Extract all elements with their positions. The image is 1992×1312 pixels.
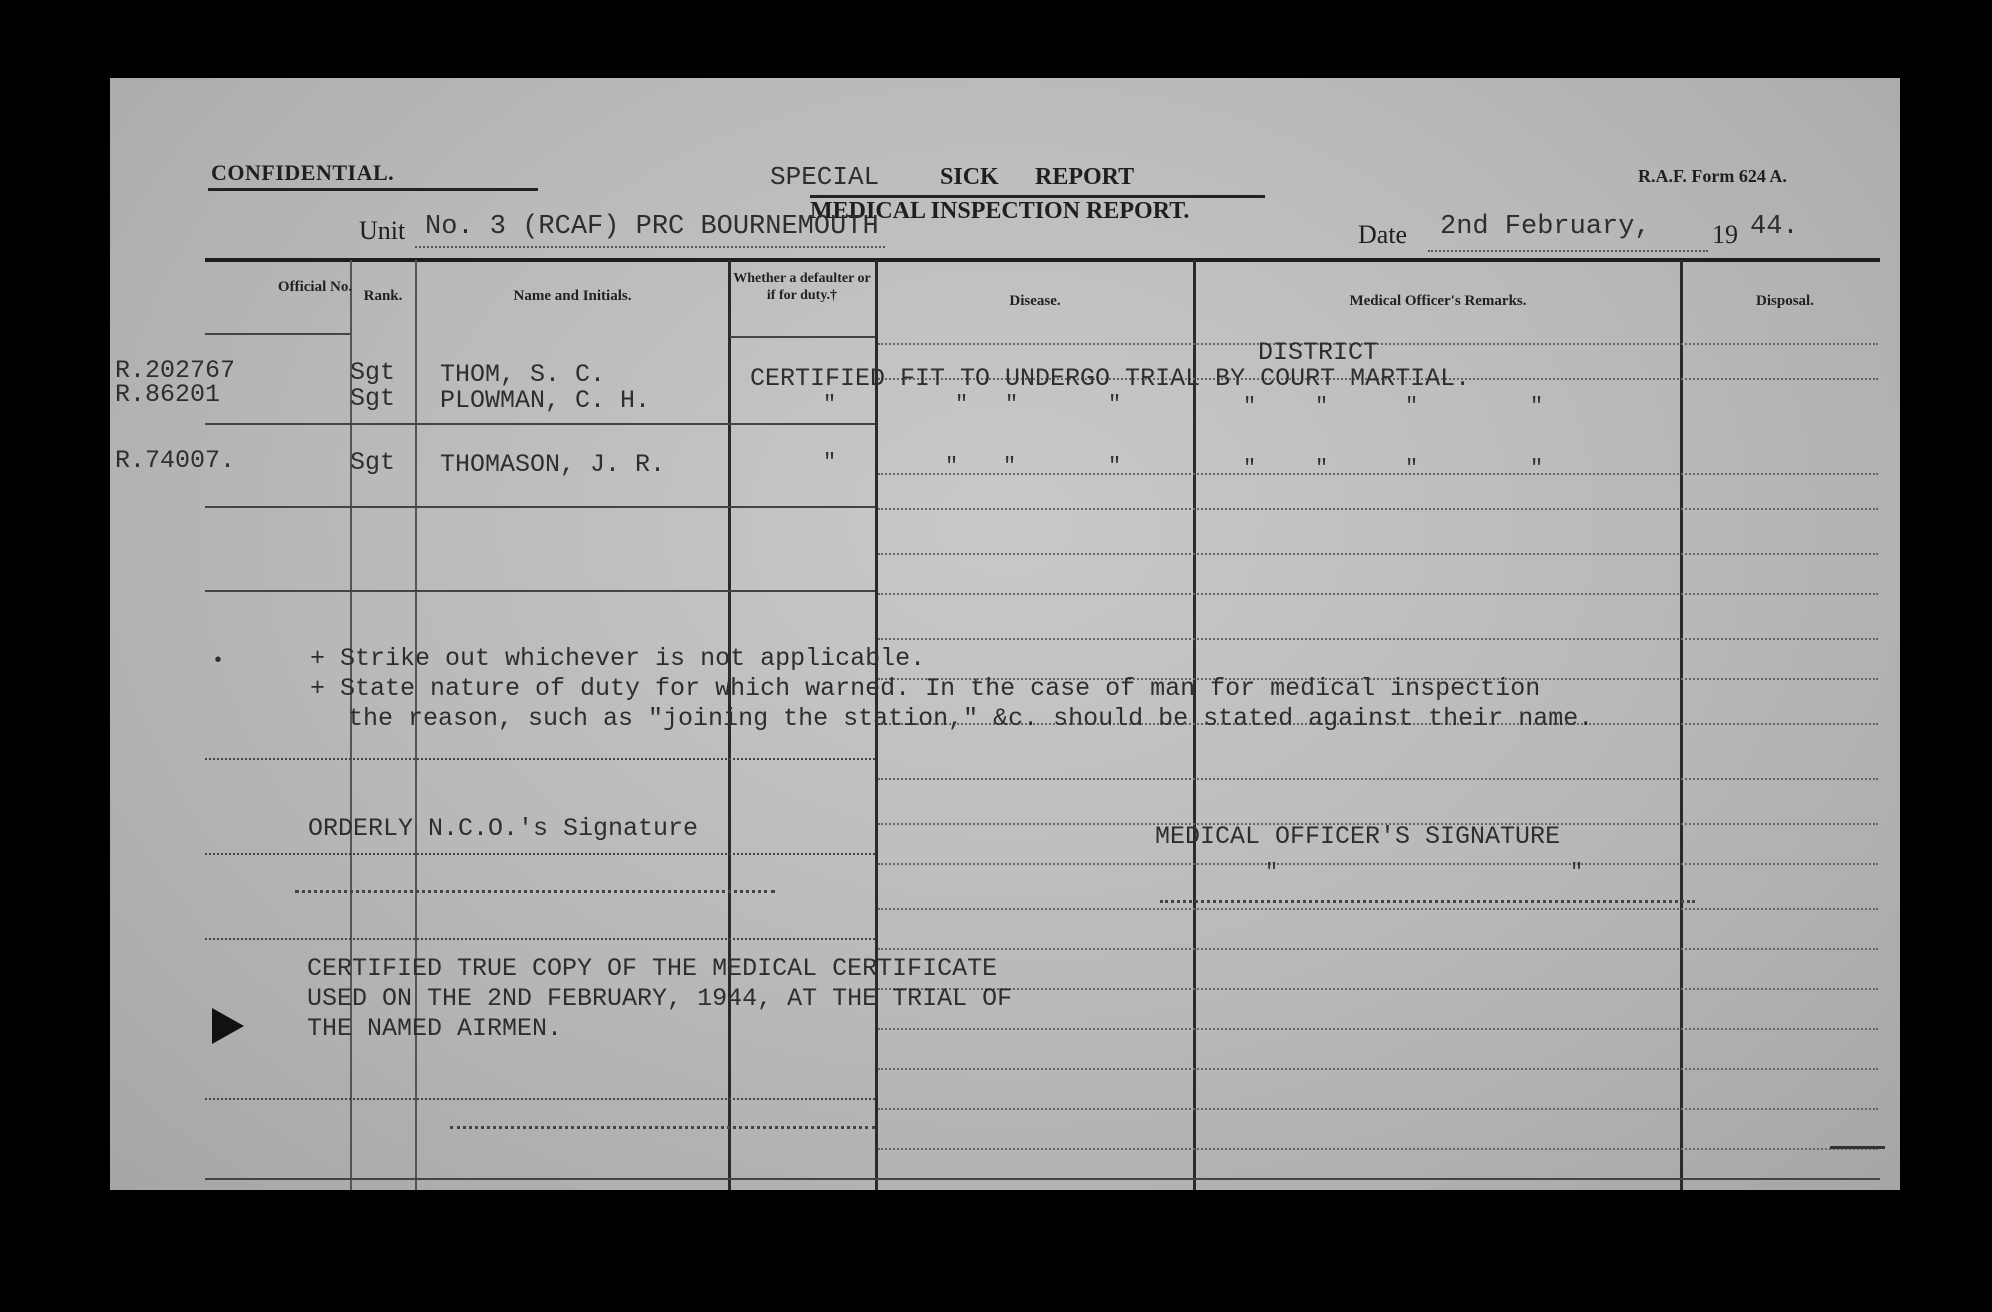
ruling-16 xyxy=(878,1028,1878,1030)
header-rank: Rank. xyxy=(363,288,403,304)
certified-copy-signature-line xyxy=(450,1126,875,1129)
header-disposal: Disposal. xyxy=(1756,293,1814,309)
confidential-label: CONFIDENTIAL. xyxy=(211,160,395,185)
certified-text: CERTIFIED FIT TO UNDERGO TRIAL BY COURT MARTIAL. xyxy=(750,364,1471,393)
ruling-13 xyxy=(878,908,1878,910)
edge-dash xyxy=(1830,1146,1885,1149)
date-underline xyxy=(1428,250,1708,252)
title-special: SPECIAL xyxy=(770,162,880,192)
row-1-official-no: R.202767 xyxy=(115,356,236,385)
subtitle: MEDICAL INSPECTION REPORT. xyxy=(810,198,1190,224)
punch-mark-icon xyxy=(212,1008,244,1044)
ditto-r3-4: " xyxy=(1108,454,1122,479)
ditto-sig-2: " xyxy=(1570,860,1584,885)
ruling-4 xyxy=(878,508,1878,510)
ruling-7 xyxy=(878,638,1878,640)
row-2-rank: Sgt xyxy=(350,384,396,413)
form-number: R.A.F. Form 624 A. xyxy=(1638,166,1787,186)
orderly-signature-label: ORDERLY N.C.O.'s Signature xyxy=(308,814,699,843)
row-1-name: THOM, S. C. xyxy=(440,360,606,389)
row-rule-1 xyxy=(205,423,875,425)
row-rule-4 xyxy=(205,758,875,760)
date-label: Date xyxy=(1358,220,1408,249)
ruling-12 xyxy=(878,863,1878,865)
ditto-r3-3: " xyxy=(1003,454,1017,479)
row-rule-2 xyxy=(205,506,875,508)
ditto-r2-7: " xyxy=(1405,394,1419,419)
table-top-rule xyxy=(205,258,1880,262)
footnote-line-1: + Strike out whichever is not applicable. xyxy=(310,644,926,673)
header-disease: Disease. xyxy=(1009,293,1061,309)
certified-copy-line-2: USED ON THE 2ND FEBRUARY, 1944, AT THE TRIAL OF xyxy=(307,984,1013,1013)
ruling-5 xyxy=(878,553,1878,555)
header-official-no: Official No. xyxy=(277,279,353,295)
ditto-r3-1: " xyxy=(823,450,837,475)
district-text: DISTRICT xyxy=(1258,338,1379,367)
ditto-r3-5: " xyxy=(1243,456,1257,481)
row-2-name: PLOWMAN, C. H. xyxy=(440,386,651,415)
footnote-line-3: the reason, such as "joining the station," &c. should be stated against their name. xyxy=(348,704,1594,733)
unit-label: Unit xyxy=(359,216,406,245)
row-rule-7 xyxy=(205,1098,875,1100)
header-name: Name and Initials. xyxy=(513,288,632,304)
report-card xyxy=(110,78,1900,1190)
row-3-rank: Sgt xyxy=(350,448,396,477)
certified-copy-line-3: THE NAMED AIRMEN. xyxy=(307,1014,563,1043)
unit-value: No. 3 (RCAF) PRC BOURNEMOUTH xyxy=(425,212,879,242)
ditto-r2-1: " xyxy=(823,392,837,417)
year-value: 44. xyxy=(1750,212,1799,242)
ditto-r3-7: " xyxy=(1405,456,1419,481)
medical-signature-label: MEDICAL OFFICER'S SIGNATURE xyxy=(1155,822,1561,851)
year-prefix: 19 xyxy=(1712,220,1738,249)
medical-signature-line xyxy=(1160,900,1695,903)
row-rule-6 xyxy=(205,938,875,940)
ruling-3 xyxy=(878,473,1878,475)
header-remarks: Medical Officer's Remarks. xyxy=(1349,293,1527,309)
ditto-r2-8: " xyxy=(1530,394,1544,419)
ditto-sig-1: " xyxy=(1265,860,1279,885)
ruling-18 xyxy=(878,1108,1878,1110)
header-rule-left xyxy=(205,333,350,335)
ditto-r2-2: " xyxy=(955,392,969,417)
ruling-14 xyxy=(878,948,1878,950)
ruling-15 xyxy=(878,988,1878,990)
ditto-r3-8: " xyxy=(1530,456,1544,481)
title-report: REPORT xyxy=(1035,164,1135,190)
col-line-6 xyxy=(1680,260,1683,1190)
ditto-r2-3: " xyxy=(1005,392,1019,417)
row-3-name: THOMASON, J. R. xyxy=(440,450,666,479)
confidential-underline xyxy=(208,188,538,191)
row-1-rank: Sgt xyxy=(350,358,396,387)
ruling-17 xyxy=(878,1068,1878,1070)
ditto-r3-6: " xyxy=(1315,456,1329,481)
row-rule-5 xyxy=(205,853,875,855)
ditto-r3-2: " xyxy=(945,454,959,479)
ditto-r2-6: " xyxy=(1315,394,1329,419)
row-2-official-no: R.86201 xyxy=(115,380,221,409)
date-value: 2nd February, xyxy=(1440,212,1651,242)
ditto-r2-5: " xyxy=(1243,394,1257,419)
ruling-10 xyxy=(878,778,1878,780)
ruling-6 xyxy=(878,593,1878,595)
footnote-bullet: • xyxy=(212,650,225,673)
footnote-line-2: + State nature of duty for which warned. In the case of man for medical inspection xyxy=(310,674,1541,703)
unit-underline xyxy=(415,246,885,248)
ditto-r2-4: " xyxy=(1108,392,1122,417)
certified-copy-line-1: CERTIFIED TRUE COPY OF THE MEDICAL CERTIFICATE xyxy=(307,954,998,983)
title-sick: SICK xyxy=(940,164,999,190)
ruling-19 xyxy=(878,1148,1878,1150)
table-bottom-rule xyxy=(205,1178,1880,1180)
row-rule-3 xyxy=(205,590,875,592)
header-defaulter: Whether a defaulter or if for duty.† xyxy=(733,271,871,303)
row-3-official-no: R.74007. xyxy=(115,446,236,475)
orderly-signature-line xyxy=(295,890,775,893)
header-rule-defaulter xyxy=(730,336,875,338)
